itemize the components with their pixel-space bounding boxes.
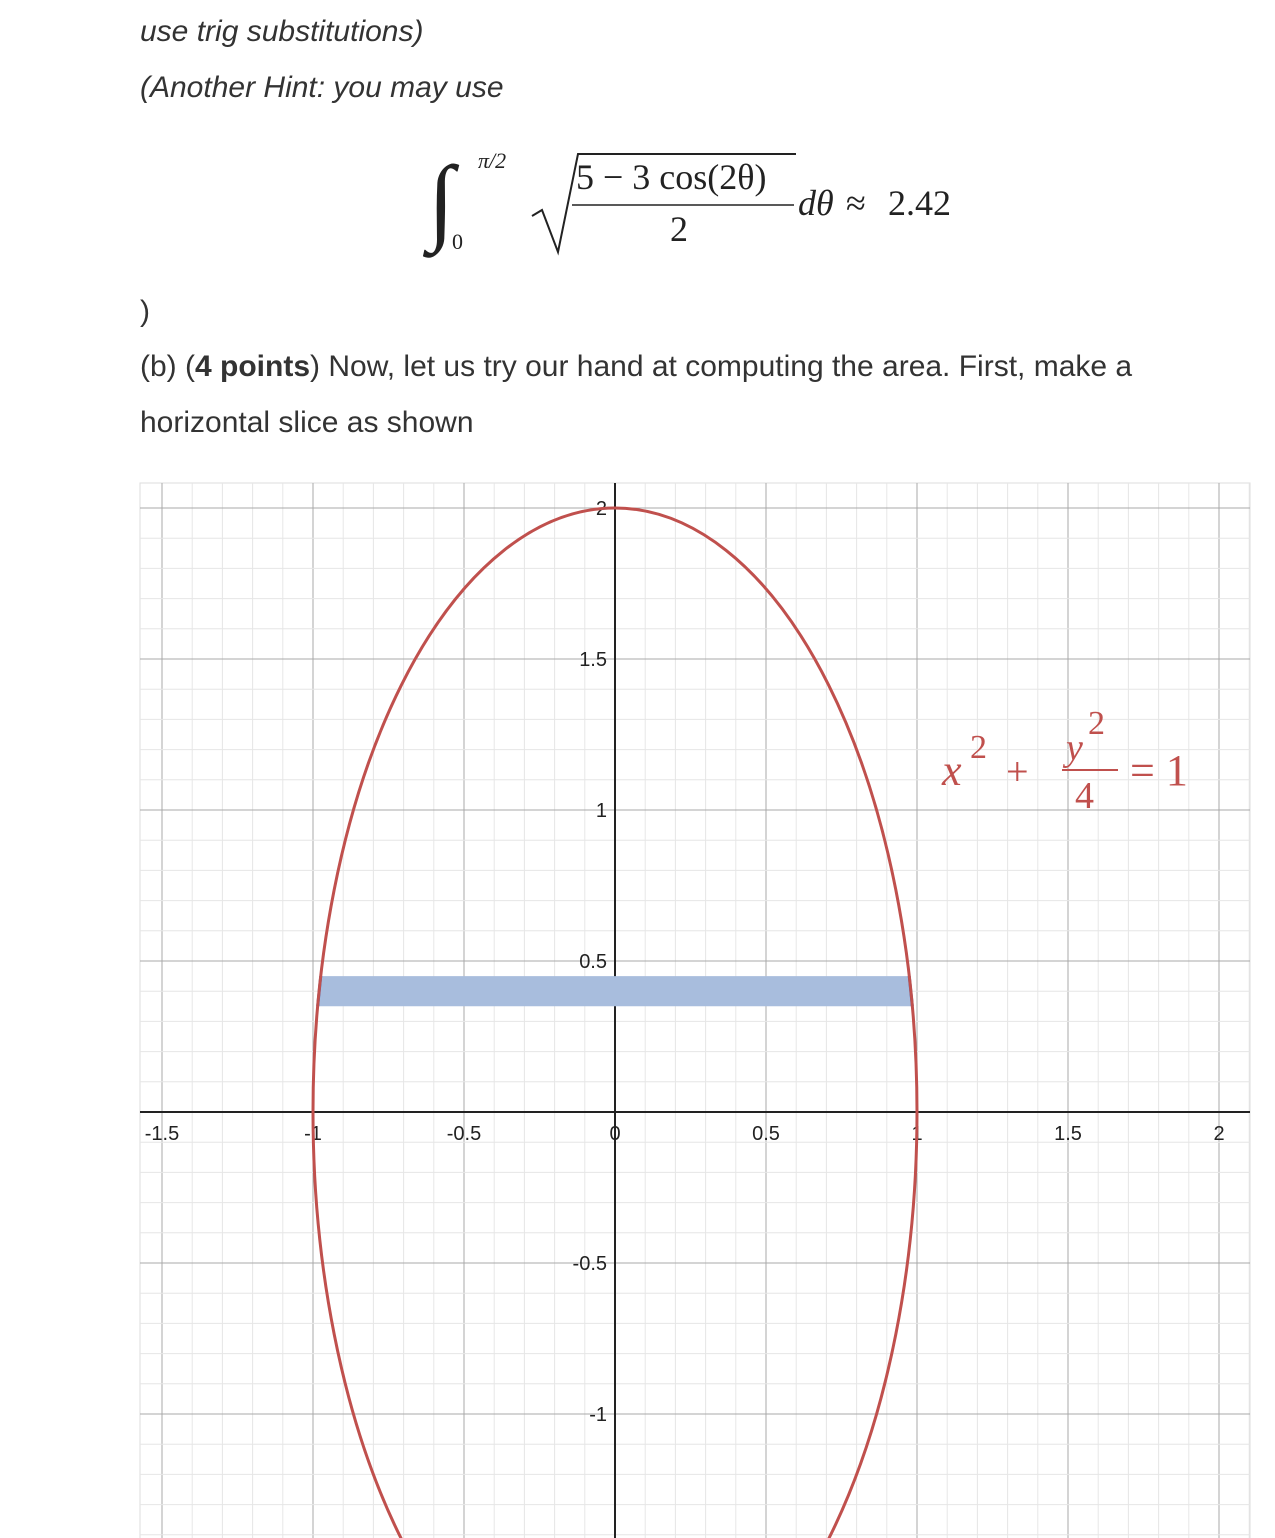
axes (140, 483, 1250, 1538)
y-tick-label: 1 (595, 800, 607, 822)
x-tick-label: 0.5 (752, 1123, 780, 1145)
part-b-label: (b) (140, 350, 177, 383)
hint-line-1: use trig substitutions) (140, 15, 424, 48)
ellipse-curve (313, 508, 917, 1538)
points-open-paren: ( (185, 350, 196, 383)
annotation-plus: + (1006, 749, 1029, 794)
tick-labels (145, 498, 1225, 1426)
part-b-line-2: horizontal slice as shown (140, 406, 474, 439)
y-tick-label: 0.5 (579, 951, 607, 973)
annotation-frac-numerator: y (1066, 727, 1083, 769)
annotation-x: x (942, 746, 962, 795)
graph-frame (140, 483, 1250, 1538)
annotation-frac-denominator: 4 (1075, 775, 1094, 817)
integral-differential: dθ (798, 183, 834, 223)
hint-line-2: (Another Hint: you may use (140, 71, 504, 104)
points-close-paren: ) (310, 350, 321, 383)
slice-right-edge (909, 976, 912, 1006)
points-bold: 4 points (195, 350, 311, 383)
integral-numerator: 5 − 3 cos(2θ) (576, 157, 767, 197)
part-b-text-1: Now, let us try our hand at computing the area. First, make a (328, 350, 1133, 383)
y-tick-label: -0.5 (572, 1253, 607, 1275)
integral-upper-limit: π/2 (478, 148, 507, 173)
part-b-line-1 (140, 349, 1132, 385)
x-tick-label: 0 (609, 1123, 621, 1145)
integral-lower-limit: 0 (452, 229, 463, 254)
x-tick-label: -0.5 (446, 1123, 482, 1145)
approx-symbol: ≈ (846, 183, 866, 223)
closing-paren: ) (140, 295, 150, 328)
y-tick-label: 1.5 (579, 649, 607, 671)
y-tick-label: 2 (595, 498, 607, 520)
annotation-y-exponent: 2 (1088, 705, 1105, 742)
chart-marks (313, 508, 917, 1538)
equation-annotation (941, 705, 1188, 817)
annotation-equals-one: = 1 (1130, 746, 1188, 795)
x-tick-label: 1 (911, 1123, 923, 1145)
x-tick-label: -1.5 (144, 1123, 180, 1145)
integral-sign: ∫ (428, 146, 455, 253)
y-tick-label: -1 (589, 1404, 607, 1426)
x-tick-label: -1 (304, 1123, 322, 1145)
integral-denominator: 2 (670, 209, 688, 249)
annotation-x-exponent: 2 (970, 729, 987, 766)
integral-result: 2.42 (888, 183, 951, 223)
grid-lines (140, 483, 1250, 1538)
horizontal-slice (318, 976, 913, 1006)
x-tick-label: 1.5 (1054, 1123, 1082, 1145)
x-tick-label: 2 (1213, 1123, 1225, 1145)
slice-left-edge (318, 976, 321, 1006)
